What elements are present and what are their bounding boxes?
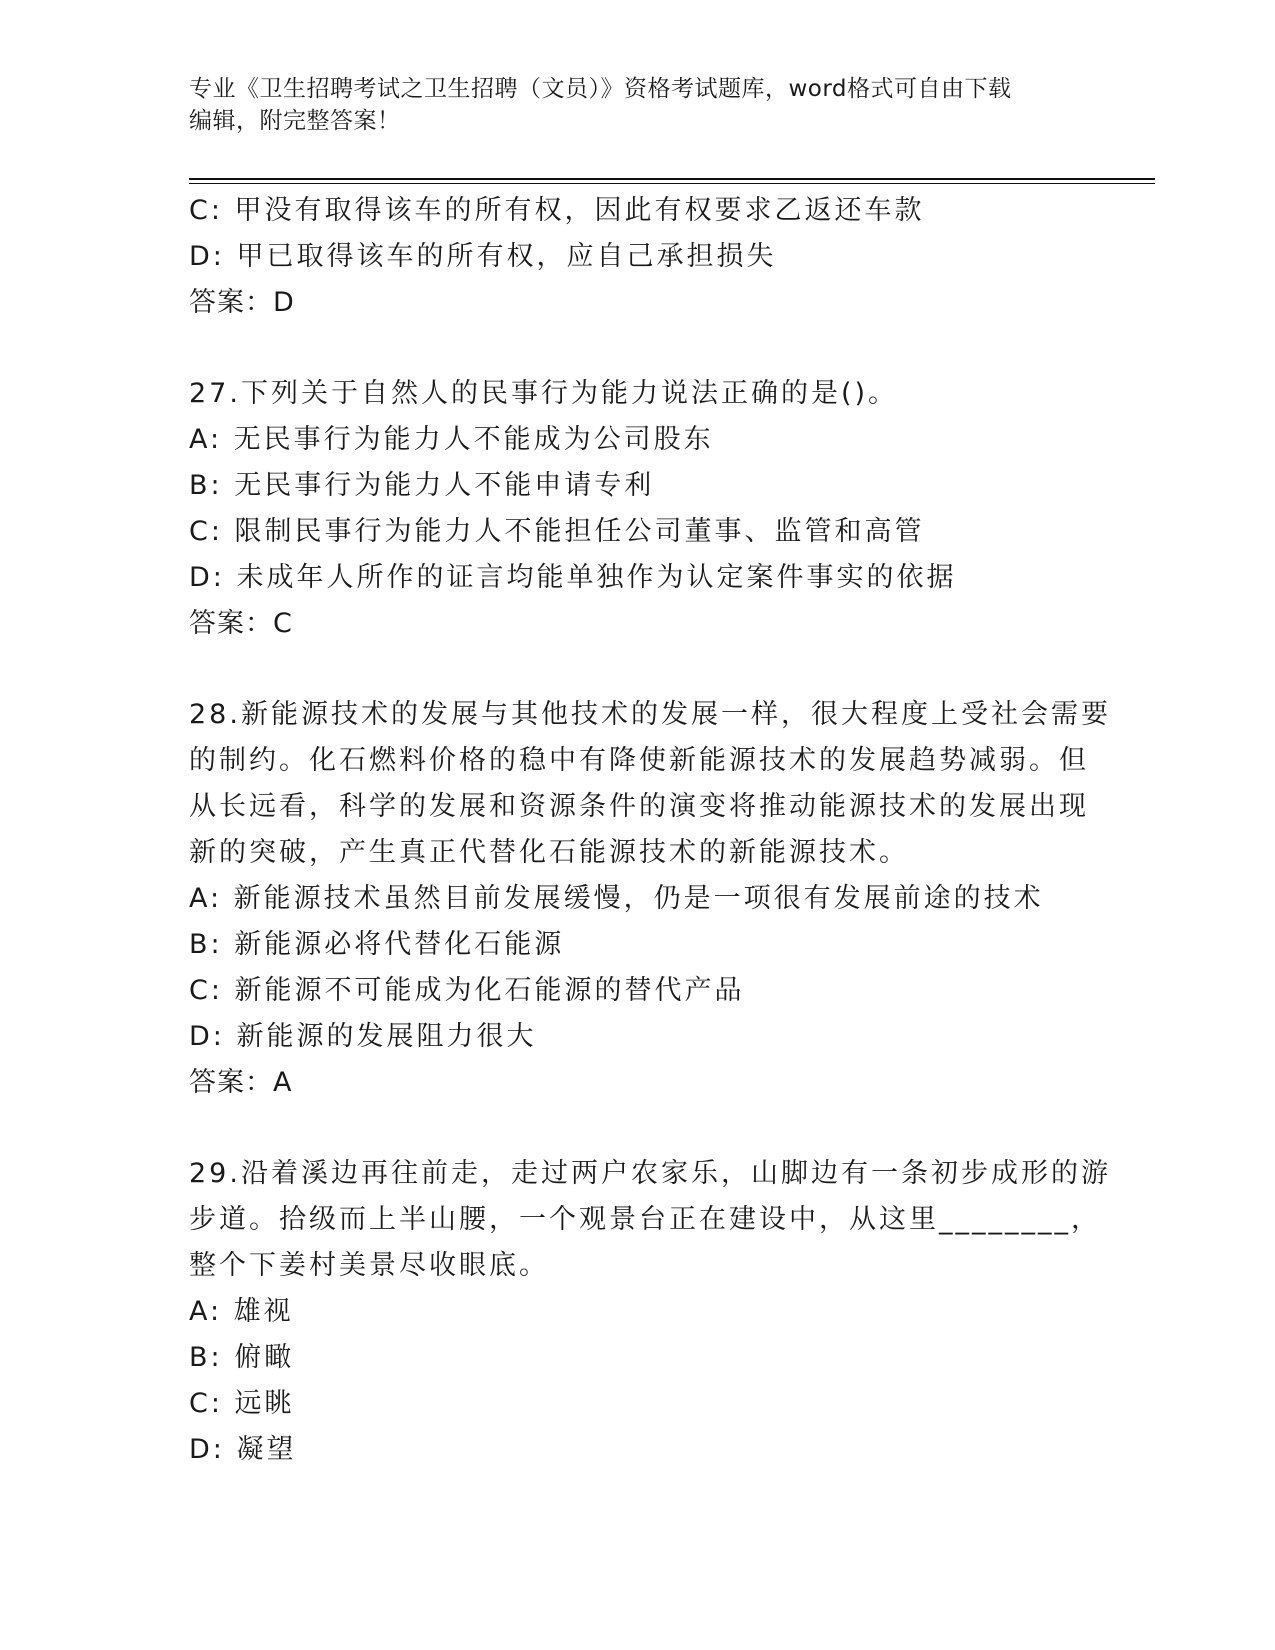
option-c: C: 限制民事行为能力人不能担任公司董事、监管和高管 (189, 516, 925, 547)
question-28 (189, 692, 1111, 1106)
spacer (189, 1106, 1089, 1151)
option-a: A: 无民事行为能力人不能成为公司股东 (189, 424, 714, 455)
option-b: B: 俯瞰 (189, 1342, 295, 1373)
document-header (189, 73, 1079, 137)
question-stem: 步道。拾级而上半山腰，一个观景台正在建设中，从这里________， (189, 1204, 1101, 1235)
header-divider (189, 178, 1155, 180)
question-stem: 整个下姜村美景尽收眼底。 (189, 1250, 549, 1281)
question-stem: 从长远看，科学的发展和资源条件的演变将推动能源技术的发展出现 (189, 791, 1089, 822)
option-a: A: 新能源技术虽然目前发展缓慢，仍是一项很有发展前途的技术 (189, 883, 1044, 914)
question-stem: 的制约。化石燃料价格的稳中有降使新能源技术的发展趋势减弱。但 (189, 745, 1089, 776)
spacer (189, 326, 1089, 371)
option-d: D: 新能源的发展阻力很大 (189, 1021, 537, 1052)
option-d: D: 未成年人所作的证言均能单独作为认定案件事实的依据 (189, 562, 957, 593)
question-continued (189, 188, 1089, 326)
option-a: A: 雄视 (189, 1296, 294, 1327)
answer-line: 答案：D (189, 287, 295, 318)
option-c: C: 甲没有取得该车的所有权，因此有权要求乙返还车款 (189, 195, 925, 226)
question-stem: 28.新能源技术的发展与其他技术的发展一样，很大程度上受社会需要 (189, 699, 1111, 730)
header-line: 专业《卫生招聘考试之卫生招聘（文员）》资格考试题库，word格式可自由下载 (189, 76, 1012, 102)
question-stem: 29.沿着溪边再往前走，走过两户农家乐，山脚边有一条初步成形的游 (189, 1158, 1111, 1189)
option-d: D: 甲已取得该车的所有权，应自己承担损失 (189, 241, 777, 272)
option-b: B: 无民事行为能力人不能申请专利 (189, 470, 655, 501)
answer-line: 答案：A (189, 1067, 293, 1098)
question-stem: 27.下列关于自然人的民事行为能力说法正确的是()。 (189, 378, 899, 409)
question-list (189, 188, 1111, 1473)
option-b: B: 新能源必将代替化石能源 (189, 929, 565, 960)
spacer (189, 647, 1089, 692)
question-29 (189, 1151, 1111, 1473)
option-c: C: 新能源不可能成为化石能源的替代产品 (189, 975, 745, 1006)
header-divider-thin (189, 183, 1155, 184)
question-stem: 新的突破，产生真正代替化石能源技术的新能源技术。 (189, 837, 909, 868)
question-27 (189, 371, 1089, 647)
option-d: D: 凝望 (189, 1434, 297, 1465)
option-c: C: 远眺 (189, 1388, 295, 1419)
answer-line: 答案：C (189, 608, 293, 639)
header-line: 编辑，附完整答案！ (189, 108, 401, 134)
